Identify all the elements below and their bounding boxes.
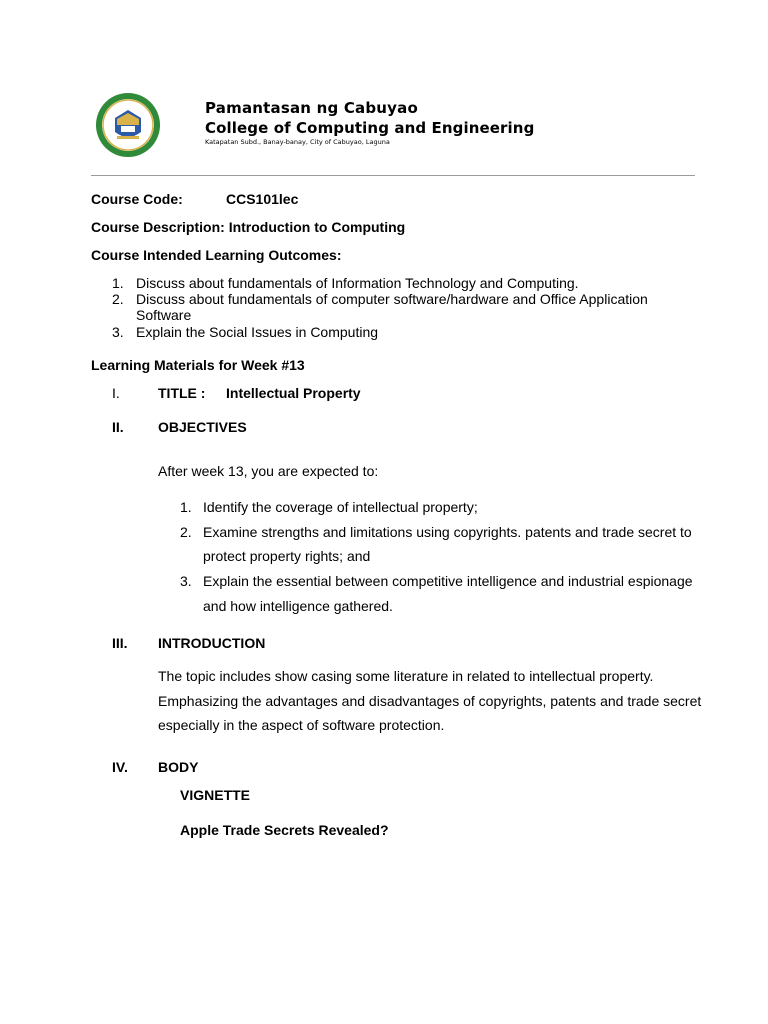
course-code-value: CCS101lec: [226, 191, 299, 207]
title-label: TITLE :: [158, 385, 206, 401]
objective-item: Explain the essential between competitive intelligence and industrial espionage: [203, 573, 693, 589]
outcome-item: Discuss about fundamentals of Information Technology and Computing.: [136, 275, 579, 291]
outcomes-heading: Course Intended Learning Outcomes:: [91, 247, 342, 263]
objective-item: Identify the coverage of intellectual property;: [203, 499, 478, 515]
objectives-heading: OBJECTIVES: [158, 419, 247, 435]
outcome-item-continued: Software: [136, 307, 192, 323]
body-heading: BODY: [158, 759, 199, 775]
objective-item: Examine strengths and limitations using copyrights. patents and trade secret to: [203, 524, 692, 540]
outcome-item: Explain the Social Issues in Computing: [136, 324, 379, 340]
section-numeral-objectives: II.: [112, 419, 124, 435]
objective-item-continued: and how intelligence gathered.: [203, 598, 393, 614]
course-code-label: Course Code:: [91, 191, 183, 207]
course-description: Course Description: Introduction to Computing: [91, 219, 406, 235]
introduction-paragraph-line: The topic includes show casing some literature in related to intellectual property.: [158, 668, 654, 684]
header-divider: [91, 175, 695, 176]
objective-number: 3.: [180, 573, 192, 589]
materials-heading: Learning Materials for Week #13: [91, 357, 305, 373]
outcome-number: 2.: [112, 291, 124, 307]
outcome-number: 3.: [112, 324, 124, 340]
section-numeral-body: IV.: [112, 759, 128, 775]
outcome-item: Discuss about fundamentals of computer software/hardware and Office Application: [136, 291, 648, 307]
university-name: Pamantasan ng Cabuyao: [205, 99, 418, 117]
college-name: College of Computing and Engineering: [205, 119, 535, 137]
vignette-title: Apple Trade Secrets Revealed?: [180, 822, 389, 838]
outcomes-list: [112, 275, 712, 345]
section-numeral-title: I.: [112, 385, 120, 401]
introduction-paragraph-line: especially in the aspect of software protection.: [158, 717, 445, 733]
introduction-paragraph-line: Emphasizing the advantages and disadvantages of copyrights, patents and trade secret: [158, 693, 702, 709]
objectives-list: [180, 495, 720, 615]
objectives-intro: After week 13, you are expected to:: [158, 463, 379, 479]
title-value: Intellectual Property: [226, 385, 361, 401]
college-address: Katapatan Subd., Banay-banay, City of Cabuyao, Laguna: [205, 138, 390, 146]
objective-number: 2.: [180, 524, 192, 540]
vignette-heading: VIGNETTE: [180, 787, 251, 803]
university-seal-logo: [95, 92, 161, 158]
objective-item-continued: protect property rights; and: [203, 548, 371, 564]
section-numeral-introduction: III.: [112, 635, 128, 651]
outcome-number: 1.: [112, 275, 124, 291]
introduction-heading: INTRODUCTION: [158, 635, 266, 651]
objective-number: 1.: [180, 499, 192, 515]
